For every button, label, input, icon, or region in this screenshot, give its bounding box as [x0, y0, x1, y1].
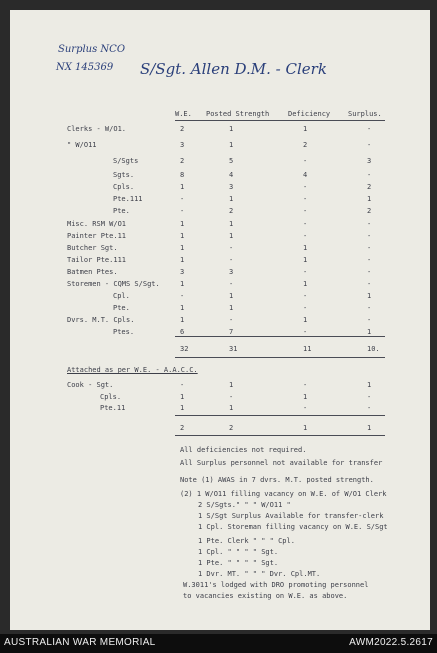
row-surplus: -: [367, 256, 372, 264]
row-label: Batmen Ptes.: [67, 268, 118, 276]
row-surplus: 1: [367, 292, 372, 300]
row-posted: 5: [229, 157, 234, 165]
totals-rule-bottom: [175, 357, 385, 358]
attached-total-surplus: 1: [367, 424, 372, 432]
row-label: Pte.: [113, 304, 130, 312]
row-posted: -: [229, 256, 234, 264]
row-posted: -: [229, 316, 234, 324]
row-deficiency: -: [303, 304, 308, 312]
row-surplus: -: [367, 304, 372, 312]
note-2-line7: 1 Pte. " " " " Sgt.: [198, 559, 279, 567]
row-we: 3: [180, 141, 185, 149]
row-posted: 2: [229, 207, 234, 215]
note-2-line5: 1 Pte. Clerk " " " Cpl.: [198, 537, 295, 545]
attached-row-we: 1: [180, 393, 185, 401]
note-1-awas: Note (1) AWAS in 7 dvrs. M.T. posted strength.: [180, 476, 374, 484]
row-label: Cpl.: [113, 292, 130, 300]
header-we: W.E.: [175, 110, 192, 118]
note-2-line4: 1 Cpl. Storeman filling vacancy on W.E. S/Sgt: [198, 523, 388, 531]
row-label: Tailor Pte.111: [67, 256, 127, 264]
row-we: 2: [180, 157, 185, 165]
header-surplus: Surplus.: [348, 110, 382, 118]
row-posted: 1: [229, 292, 234, 300]
row-label: Misc. RSM W/O1: [67, 220, 127, 228]
row-we: 1: [180, 220, 185, 228]
row-we: 1: [180, 183, 185, 191]
attached-row-deficiency: -: [303, 404, 308, 412]
attached-row-deficiency: -: [303, 381, 308, 389]
row-deficiency: -: [303, 232, 308, 240]
row-surplus: -: [367, 141, 372, 149]
row-deficiency: 1: [303, 244, 308, 252]
handwritten-service-number: NX 145369: [56, 62, 114, 73]
row-we: 2: [180, 125, 185, 133]
row-posted: -: [229, 244, 234, 252]
attached-row-label: Cook - Sgt.: [67, 381, 114, 389]
row-posted: 7: [229, 328, 234, 336]
footer-accession-number: AWM2022.5.2617: [349, 637, 433, 648]
note-w3011-line2: to vacancies existing on W.E. as above.: [183, 592, 348, 600]
note-w3011-line1: W.3011's lodged with DRO promoting personnel: [183, 581, 369, 589]
attached-row-posted: 1: [229, 381, 234, 389]
row-we: 6: [180, 328, 185, 336]
total-we: 32: [180, 345, 189, 353]
footer-bar: [0, 634, 437, 653]
attached-rule-top: [175, 415, 385, 416]
row-surplus: -: [367, 268, 372, 276]
row-surplus: 2: [367, 183, 372, 191]
row-we: -: [180, 207, 185, 215]
attached-row-posted: -: [229, 393, 234, 401]
row-deficiency: 1: [303, 125, 308, 133]
row-label: Clerks - W/O1.: [67, 125, 127, 133]
note-2-line8: 1 Dvr. MT. " " " Dvr. Cpl.MT.: [198, 570, 321, 578]
attached-row-label: Pte.11: [100, 404, 126, 412]
row-deficiency: -: [303, 195, 308, 203]
row-deficiency: -: [303, 292, 308, 300]
attached-total-we: 2: [180, 424, 185, 432]
row-deficiency: -: [303, 328, 308, 336]
note-2-line2: 2 S/Sgts." " " W/O11 ": [198, 501, 291, 509]
row-posted: 3: [229, 183, 234, 191]
row-surplus: -: [367, 280, 372, 288]
row-label: Painter Pte.11: [67, 232, 127, 240]
row-posted: 1: [229, 232, 234, 240]
row-we: 1: [180, 232, 185, 240]
row-deficiency: -: [303, 157, 308, 165]
note-deficiencies: All deficiencies not required.: [180, 446, 307, 454]
row-surplus: -: [367, 232, 372, 240]
total-surplus: 10.: [367, 345, 380, 353]
row-we: -: [180, 292, 185, 300]
row-we: 3: [180, 268, 185, 276]
row-deficiency: -: [303, 220, 308, 228]
row-label: Sgts.: [113, 171, 135, 179]
row-deficiency: -: [303, 268, 308, 276]
row-label: Ptes.: [113, 328, 135, 336]
attached-row-posted: 1: [229, 404, 234, 412]
attached-rule-bottom: [175, 435, 385, 436]
handwritten-note-surplus: Surplus NCO: [58, 44, 126, 55]
row-surplus: -: [367, 316, 372, 324]
row-surplus: -: [367, 171, 372, 179]
footer-institution: AUSTRALIAN WAR MEMORIAL: [4, 637, 156, 648]
attached-row-we: 1: [180, 404, 185, 412]
note-2-line3: 1 S/Sgt Surplus Available for transfer-clerk: [198, 512, 384, 520]
row-posted: 1: [229, 141, 234, 149]
handwritten-signature: S/Sgt. Allen D.M. - Clerk: [140, 60, 327, 78]
row-we: 1: [180, 244, 185, 252]
row-posted: 1: [229, 195, 234, 203]
total-posted: 31: [229, 345, 238, 353]
row-we: -: [180, 195, 185, 203]
row-posted: 1: [229, 304, 234, 312]
row-label: Dvrs. M.T. Cpls.: [67, 316, 135, 324]
header-underline: [175, 120, 385, 121]
row-surplus: 2: [367, 207, 372, 215]
attached-total-posted: 2: [229, 424, 234, 432]
row-posted: 3: [229, 268, 234, 276]
row-surplus: 1: [367, 328, 372, 336]
row-label: Cpls.: [113, 183, 135, 191]
row-deficiency: -: [303, 207, 308, 215]
row-deficiency: 2: [303, 141, 308, 149]
attached-row-surplus: -: [367, 393, 372, 401]
row-we: 8: [180, 171, 185, 179]
row-label: Butcher Sgt.: [67, 244, 118, 252]
attached-row-surplus: -: [367, 404, 372, 412]
attached-row-we: -: [180, 381, 185, 389]
row-posted: -: [229, 280, 234, 288]
header-posted-strength: Posted Strength: [206, 110, 270, 118]
row-we: 1: [180, 256, 185, 264]
row-deficiency: 1: [303, 316, 308, 324]
row-label: S/Sgts: [113, 157, 139, 165]
header-deficiency: Deficiency: [288, 110, 331, 118]
row-deficiency: 4: [303, 171, 308, 179]
row-surplus: -: [367, 220, 372, 228]
row-label: Pte.111: [113, 195, 143, 203]
note-2-line1: (2) 1 W/O11 filling vacancy on W.E. of W/O1 Clerk: [180, 490, 387, 498]
row-deficiency: -: [303, 183, 308, 191]
attached-heading: Attached as per W.E. - A.A.C.C.: [67, 366, 198, 374]
row-surplus: -: [367, 125, 372, 133]
row-we: 1: [180, 280, 185, 288]
totals-rule-top: [175, 336, 385, 337]
row-surplus: 3: [367, 157, 372, 165]
total-deficiency: 11: [303, 345, 312, 353]
attached-row-label: Cpls.: [100, 393, 122, 401]
row-surplus: 1: [367, 195, 372, 203]
row-we: 1: [180, 316, 185, 324]
attached-row-surplus: 1: [367, 381, 372, 389]
row-label: Pte.: [113, 207, 130, 215]
row-label: Storemen - CQMS S/Sgt.: [67, 280, 160, 288]
row-we: 1: [180, 304, 185, 312]
attached-total-deficiency: 1: [303, 424, 308, 432]
row-posted: 1: [229, 125, 234, 133]
attached-row-deficiency: 1: [303, 393, 308, 401]
row-label: " W/O11: [67, 141, 97, 149]
note-surplus-transfer: All Surplus personnel not available for transfer: [180, 459, 383, 467]
row-posted: 4: [229, 171, 234, 179]
note-2-line6: 1 Cpl. " " " " Sgt.: [198, 548, 279, 556]
row-deficiency: 1: [303, 280, 308, 288]
row-posted: 1: [229, 220, 234, 228]
row-deficiency: 1: [303, 256, 308, 264]
row-surplus: -: [367, 244, 372, 252]
